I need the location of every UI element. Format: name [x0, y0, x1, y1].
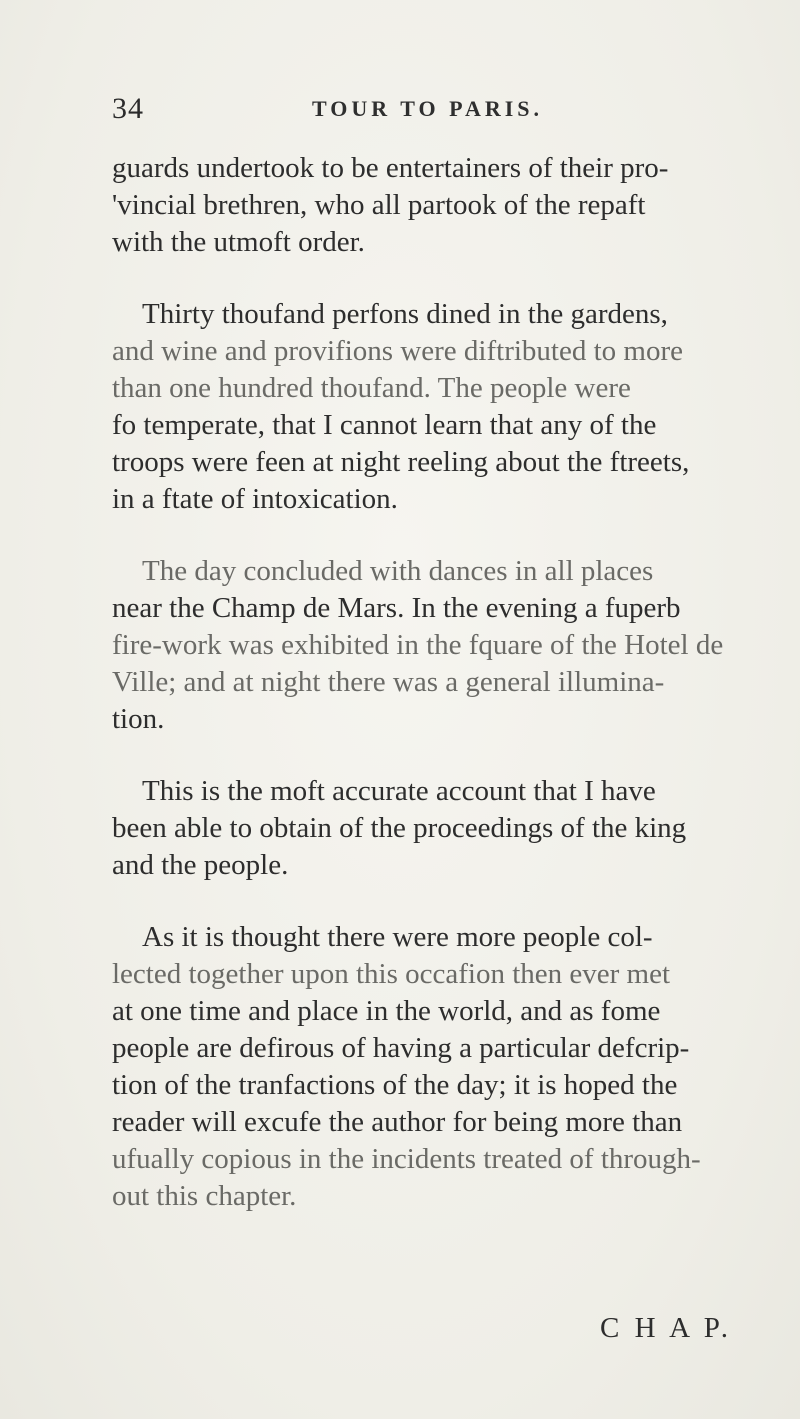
text-line: reader will excufe the author for being more than — [112, 1106, 683, 1138]
paragraph-5 — [112, 919, 701, 1215]
text-line: This is the moft accurate account that I have — [142, 775, 656, 807]
text-line: fo temperate, that I cannot learn that any of the — [112, 409, 657, 441]
paragraph-3 — [112, 553, 724, 738]
text-line: Thirty thoufand perfons dined in the gardens, — [142, 298, 668, 330]
text-line: fire-work was exhibited in the fquare of the Hotel de — [112, 629, 724, 661]
text-line: tion of the tranfactions of the day; it is hoped the — [112, 1069, 678, 1101]
running-head: TOUR TO PARIS. — [312, 96, 544, 121]
text-line: in a ftate of intoxication. — [112, 483, 398, 515]
paragraph-4 — [112, 773, 692, 884]
text-line: troops were feen at night reeling about the ftreets, — [112, 446, 690, 478]
text-line: with the utmoft order. — [112, 226, 365, 258]
text-line: and wine and provifions were diftributed to more — [112, 335, 683, 367]
text-line: As it is thought there were more people col- — [142, 921, 653, 953]
text-line: 'vincial brethren, who all partook of the repaft — [112, 189, 646, 221]
page-number: 34 — [112, 92, 144, 125]
text-line: people are defirous of having a particular defcrip- — [112, 1032, 690, 1064]
body-text — [112, 150, 724, 1250]
paragraph-2 — [112, 296, 692, 518]
text-line: ufually copious in the incidents treated of through- — [112, 1143, 701, 1175]
text-line: out this chapter. — [112, 1180, 297, 1212]
text-line: been able to obtain of the proceedings of the king — [112, 812, 687, 844]
catchword: C H A P. — [600, 1312, 732, 1344]
text-line: near the Champ de Mars. In the evening a fuperb — [112, 592, 681, 624]
text-line: lected together upon this occafion then ever met — [112, 958, 671, 990]
text-line: and the people. — [112, 849, 289, 881]
text-line: than one hundred thoufand. The people were — [112, 372, 631, 404]
paragraph-1 — [112, 150, 692, 261]
text-line: guards undertook to be entertainers of their pro- — [112, 152, 669, 184]
text-line: at one time and place in the world, and as fome — [112, 995, 661, 1027]
page-header — [112, 92, 712, 132]
text-line: Ville; and at night there was a general illumina- — [112, 666, 665, 698]
text-line: The day concluded with dances in all places — [142, 555, 654, 587]
text-line: tion. — [112, 703, 165, 735]
